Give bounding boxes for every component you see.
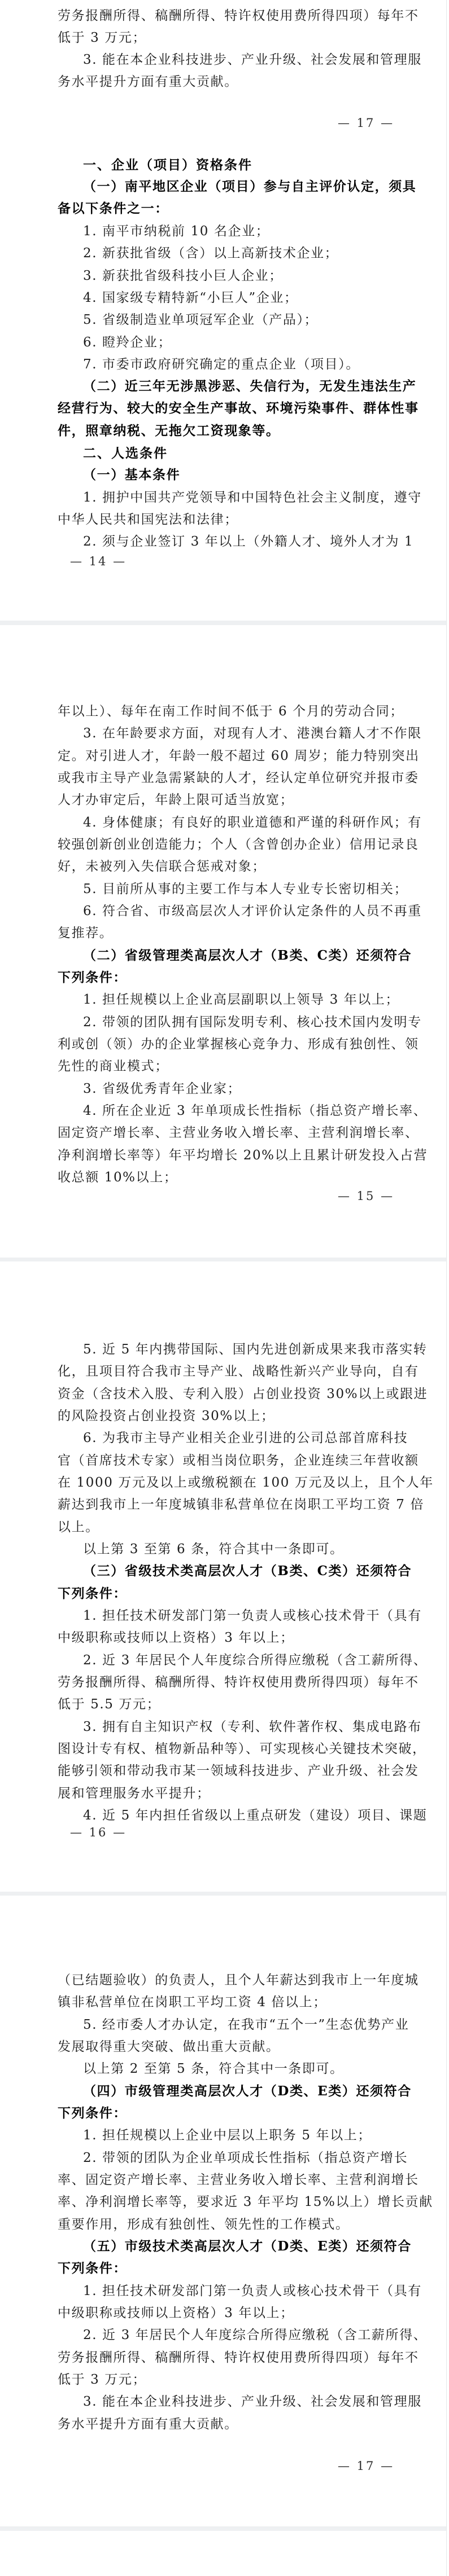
text-line: 年以上）、每年在南工作时间不低于 6 个月的劳动合同； [58,704,404,719]
page-segment-5 [0,2531,446,2576]
text-line: 先性的商业模式； [58,1059,169,1074]
page-segment-1 [0,0,446,621]
text-line: 5. 目前所从事的主要工作与本人专业专长密切相关； [83,882,408,896]
page-number: — 17 — [338,116,395,130]
text-line: 7. 市委市政府研究确定的重点企业（项目）。 [83,357,360,372]
text-line: 展和管理服务水平提升； [58,1786,211,1801]
text-line: 3. 能在本企业科技进步、产业升级、社会发展和管理服 [83,2394,422,2409]
text-line: 下列条件： [58,2261,127,2276]
text-line: 官（首席技术专家）或相当岗位职务，企业连续三年营收额 [58,1453,419,1468]
text-line: 3. 新获批省级科技小巨人企业； [83,269,283,283]
page-segment-2 [0,625,446,1258]
text-line: 固定资产增长率、主营业务收入增长率、主营利润增长率、 [58,1126,419,1140]
text-line: 2. 近 3 年居民个人年度综合所得应缴税（含工薪所得、 [83,1653,428,1668]
text-line: 收总额 10%以上； [58,1170,178,1185]
text-line: 劳务报酬所得、稿酬所得、特许权使用费所得四项）每年不 [58,8,419,23]
text-line: 较强创新创业创造能力；个人（含曾创办企业）信用记录良 [58,837,419,852]
text-line: 4. 所在企业近 3 年单项成长性指标（指总资产增长率、 [83,1104,428,1118]
text-line: 5. 近 5 年内携带国际、国内先进创新成果来我市落实转 [83,1342,428,1357]
text-line: （二）近三年无涉黑涉恶、失信行为，无发生违法生产 [83,379,417,394]
text-line: 化，且项目符合我市主导产业、战略性新兴产业导向，自有 [58,1364,419,1379]
text-line: 3. 在年龄要求方面，对现有人才、港澳台籍人才不作限 [83,726,422,741]
scrollbar-gutter [447,0,449,2576]
text-line: 一、企业（项目）资格条件 [83,157,252,172]
text-line: 2. 带领的团队拥有国际发明专利、核心技术国内发明专 [83,1015,422,1030]
text-line: 3. 省级优秀青年企业家； [83,1082,242,1096]
text-line: 1. 担任技术研发部门第一负责人或核心技术骨干（具有 [83,2284,422,2298]
page-segment-4 [0,1896,446,2526]
text-line: 劳务报酬所得、稿酬所得、特许权使用费所得四项）每年不 [58,2350,419,2365]
text-line: 件，照章纳税、无拖欠工资现象等。 [58,423,280,438]
text-line: 4. 身体健康；有良好的职业道德和严谨的科研作风；有 [83,815,422,830]
text-line: 利或创（领）办的企业掌握核心竞争力、形成有独创性、领 [58,1037,419,1052]
text-line: 图设计专有权、植物新品种等）、可实现核心关键技术突破， [58,1742,426,1756]
text-line: 1. 担任规模以上企业高层副职以上领导 3 年以上； [83,992,400,1007]
text-line: 薪达到我市上一年度城镇非私营单位在岗职工平均工资 7 倍 [58,1497,425,1512]
text-line: （五）市级技术类高层次人才（D类、E类）还须符合 [83,2239,412,2254]
text-line: 定。对引进人才，年龄一般不超过 60 周岁；能力特别突出 [58,749,420,763]
text-line: 4. 近 5 年内担任省级以上重点研发（建设）项目、课题 [83,1808,428,1823]
text-line: （二）省级管理类高层次人才（B类、C类）还须符合 [83,948,412,963]
text-line: （三）省级技术类高层次人才（B类、C类）还须符合 [83,1563,412,1579]
text-line: 2. 新获批省级（含）以上高新技术企业； [83,246,339,261]
text-line: 或我市主导产业急需紧缺的人才，经认定单位研究并报市委 [58,771,419,785]
page-segment-3 [0,1261,446,1892]
text-line: 1. 拥护中国共产党领导和中国特色社会主义制度，遵守 [83,490,422,505]
text-line: 低于 3 万元； [58,2372,147,2387]
text-line: 下列条件： [58,970,127,985]
text-line: 2. 须与企业签订 3 年以上（外籍人才、境外人才为 1 [83,534,414,549]
page-divider [0,2526,446,2531]
text-line: 低于 5.5 万元； [58,1697,161,1712]
page-divider [0,621,446,625]
text-line: 务水平提升方面有重大贡献。 [58,2417,238,2432]
page-divider [0,1892,446,1896]
text-line: 重要作用，形成有独创性、领先性的工作模式。 [58,2217,350,2232]
page-number: — 14 — [70,555,127,568]
text-line: 的风险投资占创业投资 30%以上； [58,1409,275,1423]
text-line: （四）市级管理类高层次人才（D类、E类）还须符合 [83,2083,412,2099]
text-line: 1. 南平市纳税前 10 名企业； [83,224,270,239]
text-line: 好，未被列入失信联合惩戒对象； [58,859,266,874]
text-line: 务水平提升方面有重大贡献。 [58,74,238,89]
text-line: 1. 担任规模以上企业中层以上职务 5 年以上； [83,2128,372,2143]
text-line: 中级职称或技师以上资格）3 年以上； [58,1630,294,1645]
text-line: 发展取得重大突破、做出重大贡献。 [58,2039,280,2054]
text-line: 能够引领和带动我市某一领域科技进步、产业升级、社会发 [58,1764,419,1778]
text-line: 以上第 3 至第 6 条，符合其中一条即可。 [83,1542,344,1557]
text-line: 6. 瞪羚企业； [83,335,172,350]
text-line: 劳务报酬所得、稿酬所得、特许权使用费所得四项）每年不 [58,1675,419,1690]
text-line: 二、人选条件 [83,446,168,460]
text-line: 6. 为我市主导产业相关企业引进的公司总部首席科技 [83,1431,408,1445]
text-line: 1. 担任技术研发部门第一负责人或核心技术骨干（具有 [83,1608,422,1623]
text-line: 人才办审定后，年龄上限可适当放宽； [58,793,294,807]
text-line: 在 1000 万元及以上或缴税额在 100 万元及以上，且个人年 [58,1475,434,1490]
text-line: 5. 省级制造业单项冠军企业（产品）； [83,313,319,327]
text-line: 5. 经市委人才办认定，在我市“五个一”生态优势产业 [83,2017,409,2032]
text-line: （一）南平地区企业（项目）参与自主评价认定，须具 [83,179,417,194]
page-number: — 16 — [70,1826,127,1839]
page-number: — 17 — [338,2459,395,2473]
text-line: 3. 拥有自主知识产权（专利、软件著作权、集成电路布 [83,1720,422,1734]
text-line: 下列条件： [58,2105,127,2121]
text-line: 镇非私营单位在岗职工平均工资 4 倍以上； [58,1995,327,2010]
page-number: — 15 — [338,1189,395,1203]
text-line: 经营行为、较大的安全生产事故、环境污染事件、群体性事 [58,401,419,416]
text-line: 下列条件： [58,1586,127,1601]
text-line: 率、固定资产增长率、主营业务收入增长率、主营利润增长 [58,2173,419,2187]
page-divider [0,1258,446,1261]
text-line: 4. 国家级专精特新“小巨人”企业； [83,291,298,305]
text-line: 以上。 [58,1520,99,1535]
text-line: 以上第 2 至第 5 条，符合其中一条即可。 [83,2061,344,2076]
text-line: （一）基本条件 [83,467,181,482]
text-line: 中华人民共和国宪法和法律； [58,512,238,527]
text-line: （已结题验收）的负责人，且个人年薪达到我市上一年度城 [58,1973,419,1988]
text-line: 复推荐。 [58,926,114,940]
text-line: 3. 能在本企业科技进步、产业升级、社会发展和管理服 [83,52,422,67]
text-line: 资金（含技术入股、专利入股）占创业投资 30%以上或跟进 [58,1387,428,1401]
text-line: 2. 近 3 年居民个人年度综合所得应缴税（含工薪所得、 [83,2328,428,2342]
text-line: 备以下条件之一： [58,201,169,216]
text-line: 中级职称或技师以上资格）3 年以上； [58,2306,294,2320]
text-line: 2. 带领的团队为企业单项成长性指标（指总资产增长 [83,2151,408,2165]
text-line: 率、净利润增长率等，要求近 3 年平均 15%以上）增长贡献 [58,2195,433,2209]
text-line: 6. 符合省、市级高层次人才评价认定条件的人员不再重 [83,904,422,918]
text-line: 低于 3 万元； [58,30,147,45]
text-line: 净利润增长率等）年平均增长 20%以上且累计研发投入占营 [58,1148,428,1163]
